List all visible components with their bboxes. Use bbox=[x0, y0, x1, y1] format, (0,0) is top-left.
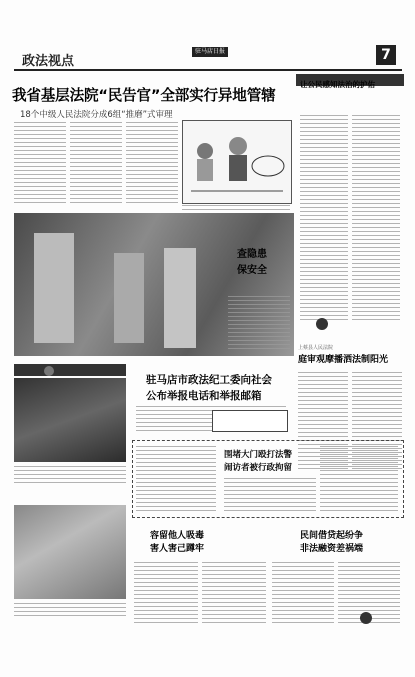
classroom-photo-caption bbox=[14, 603, 126, 619]
loan-story-col bbox=[272, 562, 334, 626]
column-logo-icon bbox=[44, 366, 54, 376]
main-headline: 我省基层法院“民告官”全部实行异地管辖 bbox=[12, 87, 276, 104]
cartoon-drawing bbox=[183, 121, 291, 203]
officer-figure bbox=[114, 253, 144, 343]
notice-title-line1: 驻马店市政法纪工委向社会 bbox=[146, 374, 272, 386]
article-body-col bbox=[126, 122, 178, 206]
header-rule bbox=[14, 69, 402, 71]
sidebar-body-col bbox=[300, 115, 348, 320]
photo-title-line1: 查隐患 bbox=[237, 249, 267, 260]
night-patrol-photo bbox=[14, 378, 126, 462]
article-body-col bbox=[14, 122, 66, 206]
sidebar-icon bbox=[316, 318, 328, 330]
left-photo-header bbox=[14, 364, 126, 376]
gate-story-title1: 围堵大门殴打法警 bbox=[224, 450, 293, 460]
loan-story-title1: 民间借贷起纷争 bbox=[300, 531, 364, 541]
article-body-col bbox=[70, 122, 122, 206]
night-photo-caption bbox=[14, 466, 126, 486]
cartoon-illustration bbox=[182, 120, 292, 204]
gate-story-col bbox=[136, 446, 216, 512]
photo-title-line2: 保安全 bbox=[237, 265, 267, 276]
section-title: 政法视点 bbox=[22, 54, 75, 69]
loan-story-icon bbox=[360, 612, 372, 624]
drug-story-title1: 容留他人吸毒 bbox=[150, 531, 205, 541]
loan-story-title2: 非法融资差祸端 bbox=[300, 544, 364, 554]
sidebar-body-col bbox=[352, 115, 400, 320]
page-number: 7 bbox=[376, 45, 396, 65]
notice-title-line2: 公布举报电话和举报邮箱 bbox=[146, 390, 262, 402]
cartoon-caption bbox=[182, 205, 290, 211]
classroom-photo bbox=[14, 505, 126, 599]
main-subhead: 18个中级人民法院分成6组“推磨”式审理 bbox=[20, 110, 173, 120]
officer-figure bbox=[164, 248, 196, 348]
drug-story-title2: 害人害己蹲牢 bbox=[150, 544, 205, 554]
gate-story-col bbox=[320, 446, 398, 512]
photo-caption-text bbox=[228, 296, 290, 352]
drug-story-col bbox=[202, 562, 266, 626]
notice-contact-box bbox=[212, 410, 288, 432]
sidebar-title: 让公民感知法治的护佑 bbox=[300, 80, 375, 89]
drug-story-col bbox=[134, 562, 198, 626]
officer-figure bbox=[34, 233, 74, 343]
newspaper-logo: 驻马店日报 bbox=[192, 47, 228, 57]
gate-story-col bbox=[224, 478, 316, 512]
gate-story-title2: 闹访者被行政拘留 bbox=[224, 463, 293, 473]
right-story-kicker: 上蔡县人民法院 bbox=[298, 345, 334, 351]
right-story-title: 庭审观摩播洒法制阳光 bbox=[298, 355, 389, 365]
